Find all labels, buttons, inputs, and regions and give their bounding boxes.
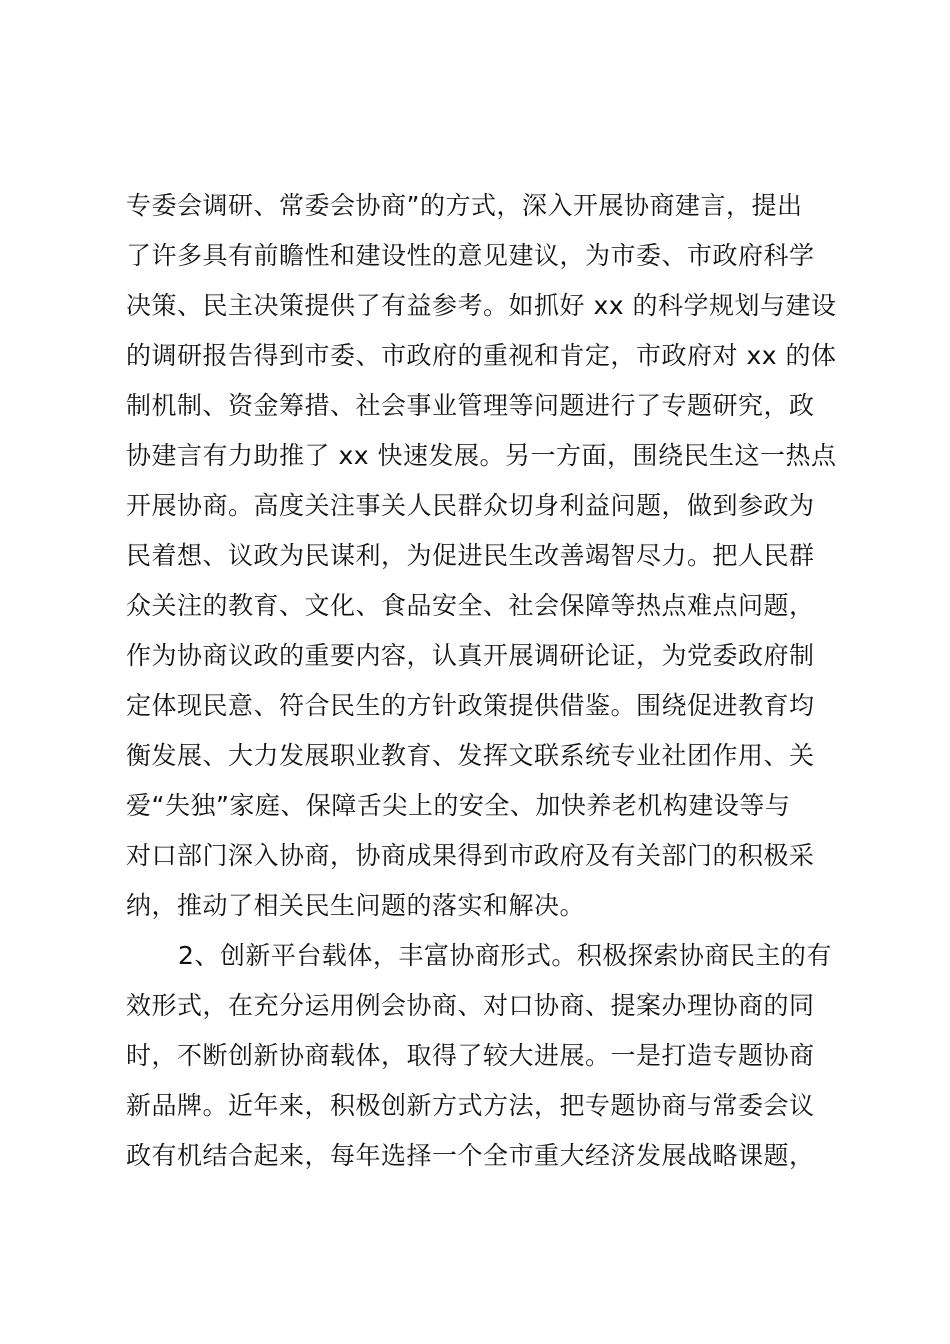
text-line: 时，不断创新协商载体，取得了较大进展。一是打造专题协商 xyxy=(126,1041,815,1070)
text-line: 制机制、资金筹措、社会事业管理等问题进行了专题研究，政 xyxy=(126,391,815,420)
text-line: 民着想、议政为民谋利，为促进民生改善竭智尽力。把人民群 xyxy=(126,541,815,570)
text-line: 政有机结合起来，每年选择一个全市重大经济发展战略课题， xyxy=(126,1141,815,1170)
text-line: 决策、民主决策提供了有益参考。如抓好 xx 的科学规划与建设 xyxy=(126,291,837,320)
text-line: 作为协商议政的重要内容，认真开展调研论证，为党委政府制 xyxy=(126,641,815,670)
text-line: 对口部门深入协商，协商成果得到市政府及有关部门的积极采 xyxy=(126,841,815,870)
text-line: 纳，推动了相关民生问题的落实和解决。 xyxy=(126,891,586,920)
text-line: 协建言有力助推了 xx 快速发展。另一方面，围绕民生这一热点 xyxy=(126,441,837,470)
text-line: 众关注的教育、文化、食品安全、社会保障等热点难点问题， xyxy=(126,591,815,620)
text-line: 专委会调研、常委会协商”的方式，深入开展协商建言，提出 xyxy=(126,191,803,220)
text-line: 的调研报告得到市委、市政府的重视和肯定，市政府对 xx 的体 xyxy=(126,341,837,370)
text-line: 效形式，在充分运用例会协商、对口协商、提案办理协商的同 xyxy=(126,991,815,1020)
text-line: 开展协商。高度关注事关人民群众切身利益问题，做到参政为 xyxy=(126,491,815,520)
text-line: 爱“失独”家庭、保障舌尖上的安全、加快养老机构建设等与 xyxy=(126,791,791,820)
paragraph-first-line: 2、创新平台载体，丰富协商形式。积极探索协商民主的有 xyxy=(178,941,832,970)
text-line: 新品牌。近年来，积极创新方式方法，把专题协商与常委会议 xyxy=(126,1091,815,1120)
text-line: 定体现民意、符合民生的方针政策提供借鉴。围绕促进教育均 xyxy=(126,691,815,720)
text-line: 了许多具有前瞻性和建设性的意见建议，为市委、市政府科学 xyxy=(126,241,815,270)
text-line: 衡发展、大力发展职业教育、发挥文联系统专业社团作用、关 xyxy=(126,741,815,770)
